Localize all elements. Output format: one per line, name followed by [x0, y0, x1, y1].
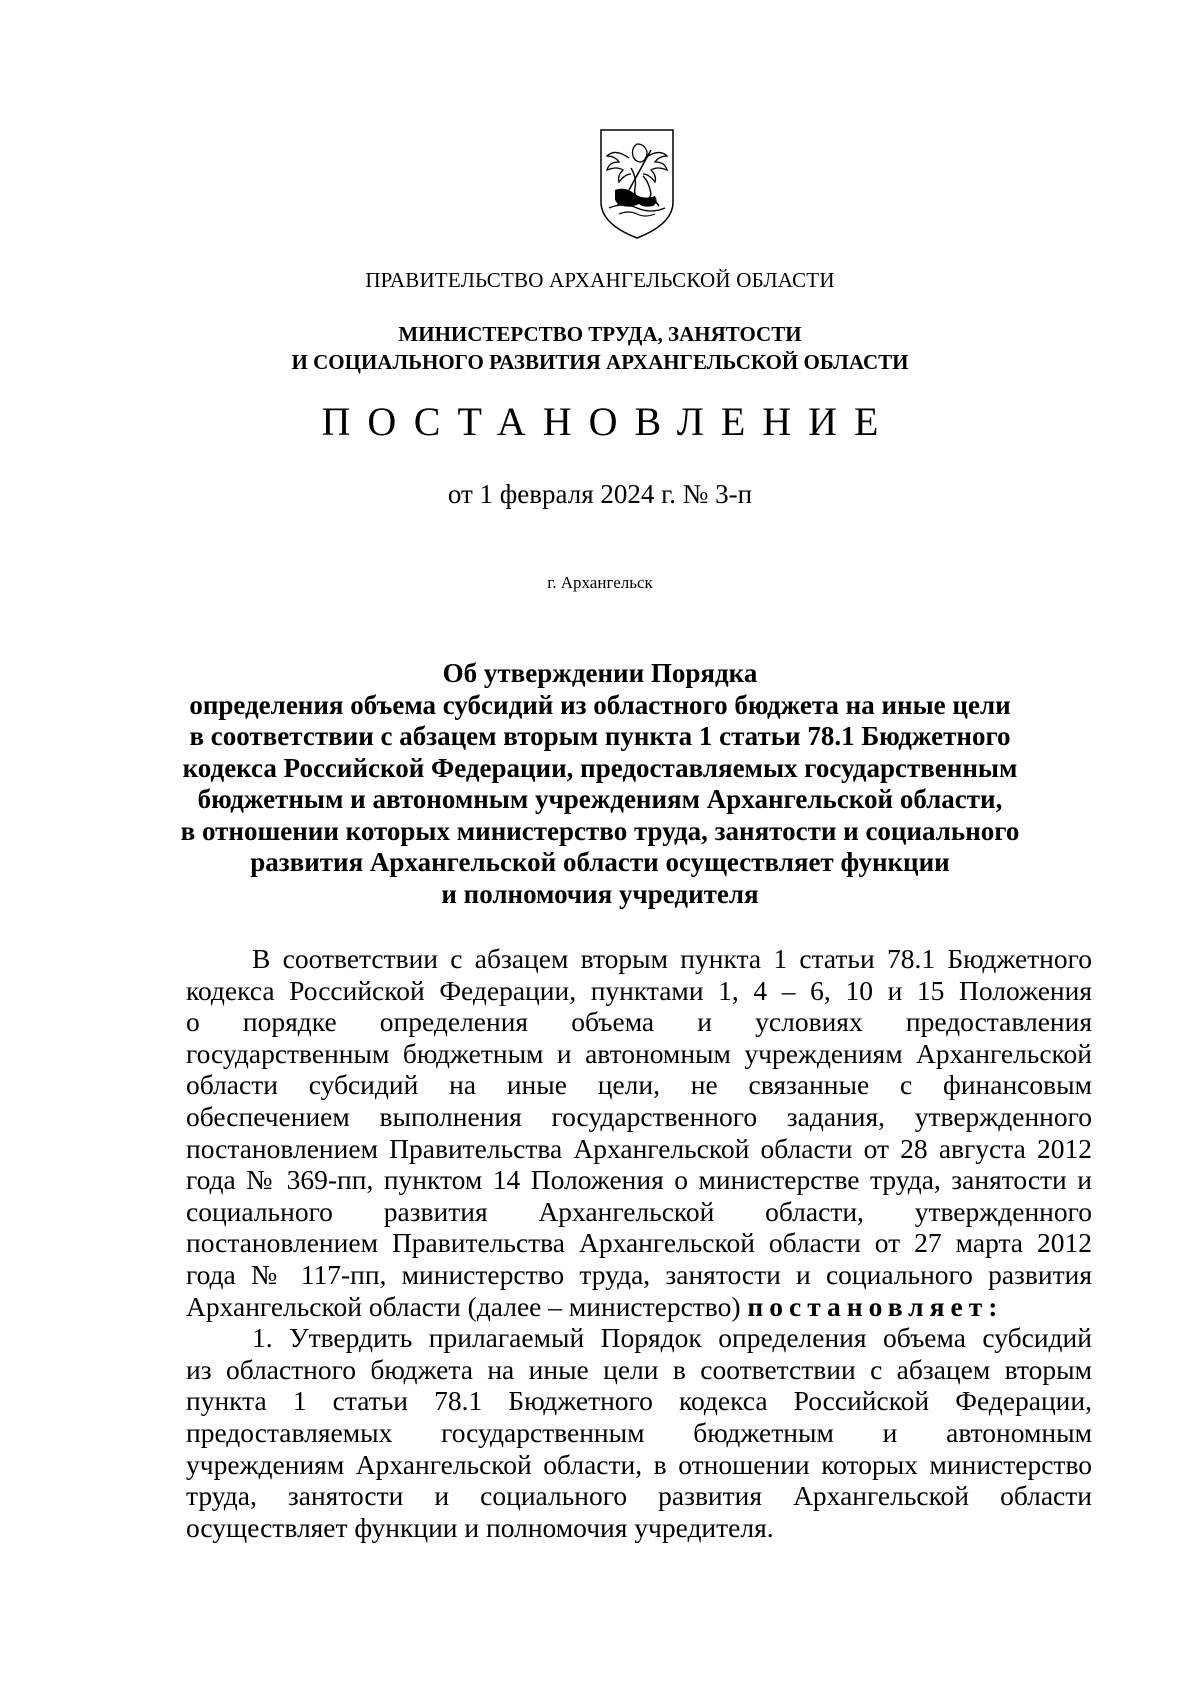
body-line: труда, занятости и социального развития Архангельской области	[186, 1480, 1092, 1512]
document-date-number: от 1 февраля 2024 г. № 3-п	[447, 479, 753, 509]
body-line: области субсидий на иные цели, не связанные с финансовым	[186, 1069, 1092, 1101]
title-line: Об утверждении Порядка	[442, 658, 758, 688]
government-heading: ПРАВИТЕЛЬСТВО АРХАНГЕЛЬСКОЙ ОБЛАСТИ	[365, 268, 835, 292]
body-line: кодекса Российской Федерации, пунктами 1, 4 – 6, 10 и 15 Положения	[186, 974, 1092, 1006]
body-line: учреждениям Архангельской области, в отношении которых министерство	[186, 1448, 1092, 1480]
body-line: обеспечением выполнения государственного задания, утвержденного	[186, 1100, 1092, 1132]
title-line: в отношении которых министерство труда, занятости и социального	[180, 815, 1020, 846]
coat-of-arms-icon	[599, 128, 675, 240]
body-line	[186, 1291, 1092, 1323]
body-line: года № 117-пп, министерство труда, занятости и социального развития	[186, 1258, 1092, 1290]
body-line: В соответствии с абзацем вторым пункта 1 статьи 78.1 Бюджетного	[252, 943, 1092, 974]
body-line: года № 369-пп, пунктом 14 Положения о министерстве труда, занятости и	[186, 1164, 1092, 1196]
ministry-line: МИНИСТЕРСТВО ТРУДА, ЗАНЯТОСТИ	[398, 322, 802, 346]
body-line: о порядке определения объема и условиях предоставления	[186, 1006, 1092, 1038]
title-line: определения объема субсидий из областного бюджета на иные цели	[189, 689, 1011, 720]
body-line: постановлением Правительства Архангельской области от 27 марта 2012	[186, 1227, 1092, 1259]
resolves-word: постановляет:	[747, 1290, 1004, 1322]
document-body	[186, 943, 1092, 1543]
body-line-text: Архангельской области (далее – министерство)	[186, 1290, 741, 1322]
title-line: развития Архангельской области осуществляет функции	[250, 847, 950, 877]
body-line: осуществляет функции и полномочия учредителя.	[186, 1511, 774, 1543]
document-title	[150, 658, 1050, 910]
ministry-line: И СОЦИАЛЬНОГО РАЗВИТИЯ АРХАНГЕЛЬСКОЙ ОБЛАСТИ	[291, 350, 909, 374]
title-line: в соответствии с абзацем вторым пункта 1 статьи 78.1 Бюджетного	[189, 721, 1011, 751]
title-line: и полномочия учредителя	[441, 878, 759, 909]
body-line: постановлением Правительства Архангельской области от 28 августа 2012	[186, 1132, 1092, 1164]
preamble-paragraph	[186, 943, 1092, 1322]
body-line: социального развития Архангельской области, утвержденного	[186, 1195, 1092, 1227]
document-city: г. Архангельск	[547, 573, 653, 592]
body-line: из областного бюджета на иные цели в соответствии с абзацем вторым	[186, 1353, 1092, 1385]
title-line: кодекса Российской Федерации, предоставляемых государственным	[182, 752, 1018, 783]
ministry-heading	[0, 320, 1200, 376]
title-line: бюджетным и автономным учреждениям Архангельской области,	[197, 784, 1003, 814]
body-line: предоставляемых государственным бюджетным и автономным	[186, 1416, 1092, 1448]
body-line: 1. Утвердить прилагаемый Порядок определения объема субсидий	[252, 1322, 1092, 1354]
body-line: пункта 1 статьи 78.1 Бюджетного кодекса Российской Федерации,	[186, 1385, 1092, 1417]
document-type-heading: ПОСТАНОВЛЕНИЕ	[321, 399, 896, 444]
item-1-paragraph	[186, 1322, 1092, 1543]
body-line: государственным бюджетным и автономным учреждениям Архангельской	[186, 1037, 1092, 1069]
